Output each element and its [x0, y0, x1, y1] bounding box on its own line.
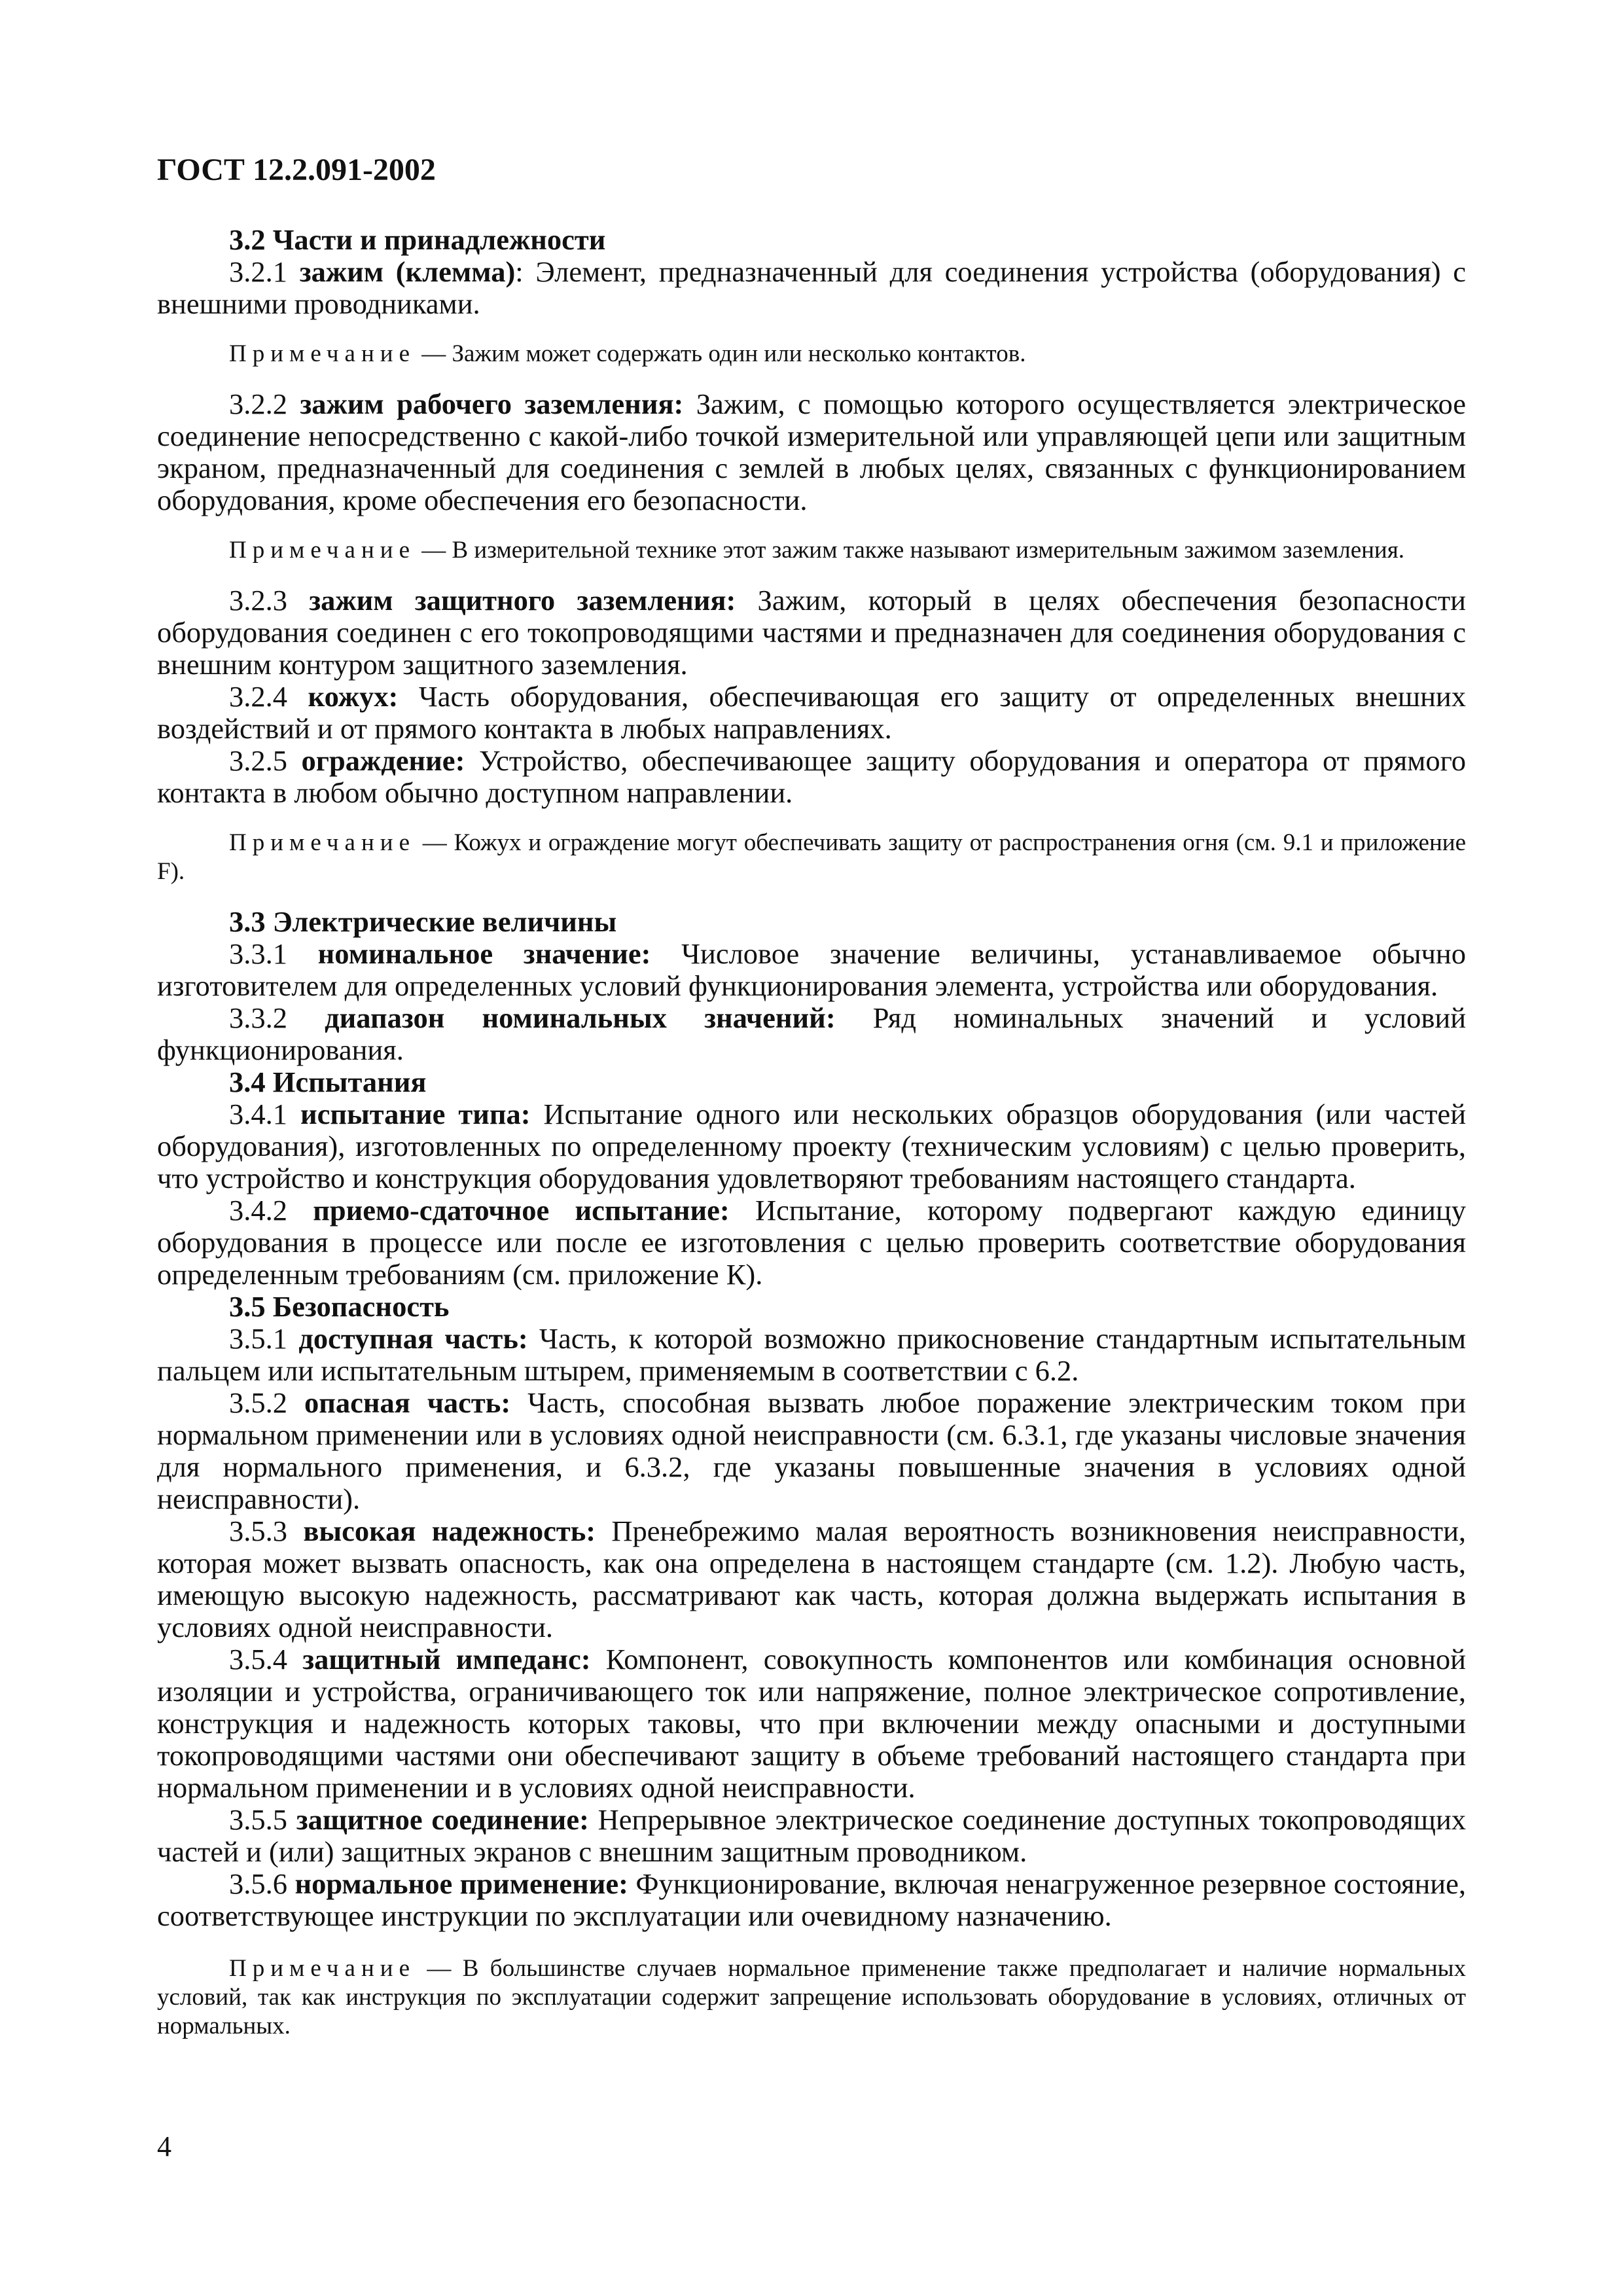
section-heading-3-5: 3.5 Безопасность: [229, 1290, 450, 1323]
clause-term: кожух:: [308, 680, 399, 713]
clause-3-5-6: [157, 1868, 1466, 1932]
note-lead: Примечание: [229, 340, 416, 367]
clause-number: 3.5.2: [229, 1386, 287, 1419]
clause-text: Часть, к которой возможно прикосновение стандартным испытательным пальцем или испытательным штырем, применяемым в соответствии с 6.2.: [157, 1322, 1467, 1387]
clause-3-2-4: [157, 681, 1466, 745]
clause-text: Часть оборудования, обеспечивающая его защиту от определенных внешних воздействий и от прямого контакта в любых направлениях.: [157, 680, 1466, 745]
document-page: [157, 151, 1466, 2060]
clause-number: 3.4.1: [229, 1098, 287, 1130]
clause-3-4-2: [157, 1194, 1466, 1291]
note-4: [157, 1954, 1466, 2041]
clause-3-3-2: [157, 1002, 1466, 1066]
clause-text: Устройство, обеспечивающее защиту оборудования и оператора от прямого контакта в любом обычно доступном направлении.: [157, 744, 1466, 809]
clause-term: приемо-сдаточное испытание:: [313, 1194, 730, 1227]
clause-text: Зажим, который в целях обеспечения безопасности оборудования соединен с его токопроводящими частями и предназначен для соединения оборудования с внешним контуром защитного заземления.: [157, 584, 1466, 681]
clause-3-2-3: [157, 584, 1466, 681]
clause-term: номинальное значение:: [317, 937, 651, 970]
clause-number: 3.5.4: [229, 1643, 287, 1676]
clause-number: 3.4.2: [229, 1194, 287, 1227]
clause-number: 3.3.1: [229, 937, 287, 970]
clause-3-2-5: [157, 745, 1466, 809]
clause-3-2-2: [157, 388, 1466, 516]
section-heading-3-2: 3.2 Части и принадлежности: [229, 223, 606, 256]
clause-3-4-1: [157, 1098, 1466, 1194]
note-text: — В измерительной технике этот зажим также называют измерительным зажимом заземления.: [416, 537, 1404, 564]
clause-number: 3.5.3: [229, 1515, 287, 1547]
clause-number: 3.2.5: [229, 744, 287, 777]
clause-text: Непрерывное электрическое соединение доступных токопроводящих частей и (или) защитных экранов с внешним защитным проводником.: [157, 1803, 1467, 1868]
clause-term: нормальное применение:: [294, 1867, 628, 1900]
clause-3-5-3: [157, 1515, 1466, 1643]
clause-text: Испытание одного или нескольких образцов оборудования (или частей оборудования), изготовленных по определенному проекту (техническим условиям) с целью проверить, что устройство и конструкция оборудования удовлетворяют требованиям настоящего стандарта.: [157, 1098, 1467, 1194]
clause-number: 3.2.2: [229, 387, 287, 420]
section-heading-3-4: 3.4 Испытания: [229, 1066, 427, 1098]
clause-3-2-1: [157, 256, 1466, 320]
clause-term: доступная часть:: [298, 1322, 528, 1355]
clause-text: Пренебрежимо малая вероятность возникновения неисправности, которая может вызвать опасность, как она определена в настоящем стандарте (см. 1.2). Любую часть, имеющую высокую надежность, рассматривают как часть, которая должна выдержать испытания в условиях одной неисправности.: [157, 1515, 1467, 1643]
clause-term: высокая надежность:: [303, 1515, 596, 1547]
document-code: ГОСТ 12.2.091-2002: [157, 152, 436, 187]
clause-number: 3.2.1: [229, 255, 287, 288]
note-lead: Примечание: [229, 537, 416, 564]
clause-text: Числовое значение величины, устанавливаемое обычно изготовителем для определенных условий функционирования элемента, устройства или оборудования.: [157, 937, 1466, 1002]
clause-text: Часть, способная вызвать любое поражение электрическим током при нормальном применении или в условиях одной неисправности (см. 6.3.1, где указаны числовые значения для нормального применения, и 6.3.2, где указаны повышенные значения в условиях одной неисправности).: [157, 1386, 1466, 1515]
clause-number: 3.5.6: [229, 1867, 287, 1900]
clause-3-5-4: [157, 1643, 1466, 1804]
clause-3-3-1: [157, 938, 1466, 1002]
section-heading-3-3: 3.3 Электрические величины: [229, 905, 617, 938]
clause-number: 3.2.3: [229, 584, 287, 617]
note-1: [157, 340, 1466, 368]
clause-text: Испытание, которому подвергают каждую единицу оборудования в процессе или после ее изготовления с целью проверить соответствие оборудования определенным требованиям (см. приложение К).: [157, 1194, 1466, 1291]
clause-term: зажим рабочего заземления:: [300, 387, 684, 420]
note-lead: Примечание: [229, 829, 416, 856]
clause-3-5-1: [157, 1323, 1466, 1387]
note-text: — В большинстве случаев нормальное применение также предполагает и наличие нормальных условий, так как инструкция по эксплуатации содержит запрещение использовать оборудование в условиях, отличных от нормальных.: [157, 1955, 1466, 2039]
note-2: [157, 536, 1466, 565]
clause-number: 3.2.4: [229, 680, 287, 713]
clause-term: испытание типа:: [300, 1098, 531, 1130]
clause-term: зажим защитного заземления:: [309, 584, 736, 617]
clause-term: защитное соединение:: [296, 1803, 589, 1836]
clause-text: Компонент, совокупность компонентов или комбинация основной изоляции и устройства, ограничивающего ток или напряжение, полное электрическое сопротивление, конструкция и надежность которых таковы, что при включении между опасными и доступными токопроводящими частями они обеспечивают защиту в объеме требований настоящего стандарта при нормальном применении и в условиях одной неисправности.: [157, 1643, 1466, 1804]
clause-text: Зажим, с помощью которого осуществляется электрическое соединение непосредственно с какой-либо точкой измерительной или управляющей цепи или защитным экраном, предназначенный для соединения с землей в любых целях, связанных с функционированием оборудования, кроме обеспечения его безопасности.: [157, 387, 1466, 516]
clause-text: : Элемент, предназначенный для соединения устройства (оборудования) с внешними проводниками.: [157, 255, 1466, 320]
note-lead: Примечание: [229, 1955, 416, 1982]
clause-text: Ряд номинальных значений и условий функционирования.: [157, 1001, 1467, 1066]
clause-term: диапазон номинальных значений:: [325, 1001, 836, 1034]
note-text: — Кожух и ограждение могут обеспечивать защиту от распространения огня (см. 9.1 и приложение F).: [157, 829, 1466, 885]
clause-term: опасная часть:: [304, 1386, 511, 1419]
note-text: — Зажим может содержать один или несколько контактов.: [416, 340, 1026, 367]
page-number: 4: [157, 2130, 171, 2162]
clause-term: защитный импеданс:: [302, 1643, 591, 1676]
clause-number: 3.5.5: [229, 1803, 287, 1836]
note-3: [157, 829, 1466, 886]
clause-term: ограждение:: [301, 744, 465, 777]
clause-3-5-5: [157, 1804, 1466, 1868]
clause-3-5-2: [157, 1387, 1466, 1515]
clause-number: 3.3.2: [229, 1001, 287, 1034]
clause-term: зажим (клемма): [299, 255, 516, 288]
clause-number: 3.5.1: [229, 1322, 287, 1355]
clause-text: Функционирование, включая ненагруженное резервное состояние, соответствующее инструкции по эксплуатации или очевидному назначению.: [157, 1867, 1466, 1932]
